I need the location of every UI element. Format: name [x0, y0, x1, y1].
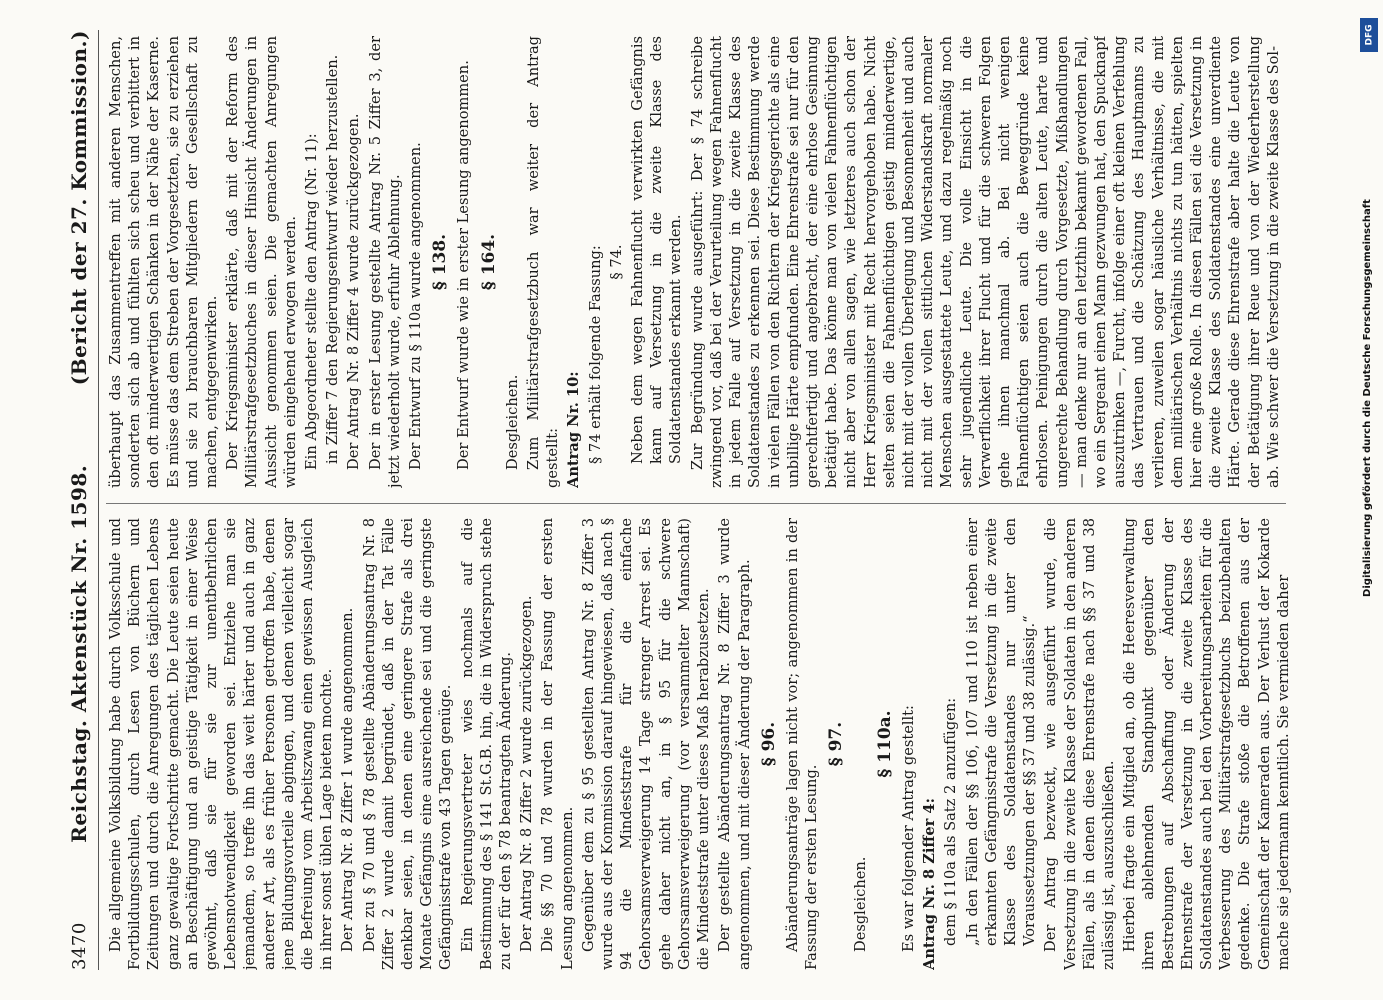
paragraph: Zum Militärstrafgesetzbuch war weiter der Antrag gestellt:	[525, 36, 562, 488]
motion-label: Antrag Nr. 8 Ziffer 4:	[921, 798, 939, 970]
paragraph: § 74 erhält folgende Fassung:	[586, 245, 604, 464]
left-text-column	[106, 518, 1296, 970]
right-text-column	[106, 36, 1296, 488]
paragraph: Der Antrag Nr. 8 Ziffer 4 wurde zurückgezogen.	[345, 113, 363, 470]
paragraph: Gegenüber dem zu § 95 gestellten Antrag Nr. 8 Ziffer 3 wurde aus der Kommission darauf hingewiesen, daß nach § 94 die Mindeststrafe für die einfache Gehorsamsverweigerung 14 Tage strenger Arrest sei. Es gehe daher nicht an, in § 95 für die schwere Gehorsamsverweigerung (vor versammelter Mannschaft) die Mindeststrafe unter dieses Maß herabzusetzen.	[579, 518, 713, 970]
paragraph: Desgleichen.	[503, 374, 521, 470]
paragraph: Abänderungsanträge lagen nicht vor; angenommen in der Fassung der ersten Lesung.	[783, 518, 821, 970]
paragraph: Ein Regierungsvertreter wies nochmals auf die Bestimmung des § 141 St.G.B. hin, die in Widerspruch stehe zu der für den § 78 beantragten Änderung.	[458, 518, 515, 970]
dfg-logo-text: DFG	[1364, 24, 1375, 46]
left-header-title: Reichstag. Aktenstück Nr. 1598.	[67, 464, 91, 843]
paragraph: Der Antrag Nr. 8 Ziffer 2 wurde zurückgezogen.	[518, 595, 536, 952]
page-header	[60, 30, 99, 970]
paragraph: Der gestellte Abänderungsantrag Nr. 8 Ziffer 3 wurde angenommen, und mit dieser Änderung der Paragraph.	[716, 518, 753, 970]
paragraph: Es war folgender Antrag gestellt:	[899, 705, 917, 952]
paragraph: Der Antrag Nr. 8 Ziffer 1 wurde angenommen.	[339, 607, 357, 952]
paragraph: Desgleichen.	[851, 856, 869, 952]
motion-label: Antrag Nr. 10:	[565, 371, 583, 488]
section-heading: § 138.	[430, 233, 451, 291]
paragraph: Zur Begründung wurde ausgeführt: Der § 74 schreibe zwingend vor, daß bei der Verurteilung wegen Fahnenflucht in jedem Falle auf Versetzung in die zweite Klasse des Soldatenstandes zu erkennen sei. Diese Bestimmung werde in vielen Fällen von den Richtern der Kriegsgerichte als eine unbillige Härte empfunden. Eine Ehrenstrafe sei nur für den gerechtfertigt und angebracht, der eine ehrlose Gesinnung betätigt habe. Das könne man von vielen Fahnenflüchtigen nicht aber von allen sagen, wie letzteres auch schon der Herr Kriegsminister mit Recht hervorgehoben habe. Nicht selten seien die Fahnenflüchtigen geistig minderwertige, nicht mit der vollen Überlegung und Besonnenheit und auch nicht mit der vollen sittlichen Widerstandskraft normaler Menschen ausgestattete Leute, und dazu regelmäßig noch sehr jugendliche Leute. Die volle Einsicht in die Verwerflichkeit ihrer Flucht und für die schweren Folgen gehe ihnen manchmal ab. Bei nicht wenigen Fahnenflüchtigen seien auch die Beweggründe keine ehrlosen. Peinigungen durch die alten Leute, harte und ungerechte Behandlung durch Vorgesetzte, Mißhandlungen — man denke nur an den letzthin bekannt gewordenen Fall, wo ein Sergeant einen Mann gezwungen hat, den Spucknapf auszutrinken —, Furcht, infolge einer oft kleinen Verfehlung das Vertrauen und die Schätzung des Hauptmanns zu verlieren, zuweilen sogar häusliche Verhältnisse, die mit dem militärischen Verhältnis nichts zu tun hätten, spielten hier eine große Rolle. In diesen Fällen sei die Versetzung in die zweite Klasse des Soldatenstandes eine unverdiente Härte. Gerade diese Ehrenstrafe aber halte die Leute von der Betätigung ihrer Reue und von der Wiederherstellung ab. Wie schwer die Versetzung in die zweite Klasse des Sol-	[688, 36, 1282, 488]
section-heading: § 96.	[758, 721, 779, 767]
paragraph: überhaupt das Zusammentreffen mit anderen Menschen, sonderten sich ab und fühlten sich scheu und verbittert in den oft minderwertigen Schänken in der Nähe der Kaserne. Es müsse das dem Streben der Vorgesetzten, sie zu erziehen und sie zu brauchbaren Mitgliedern der Gesellschaft zu machen, entgegenwirken.	[107, 36, 221, 488]
paragraph: Der Entwurf zu § 110a wurde angenommen.	[407, 142, 425, 470]
paragraph: Der in erster Lesung gestellte Antrag Nr. 5 Ziffer 3, der jetzt wiederholt wurde, erfuhr Ablehnung.	[366, 36, 403, 488]
dfg-logo	[1360, 18, 1378, 52]
digitization-credit: Digitalisierung gefördert durch die Deutsche Forschungsgemeinschaft	[1362, 199, 1373, 597]
section-subheading: § 74.	[607, 244, 625, 280]
paragraph: Der Entwurf wurde wie in erster Lesung angenommen.	[455, 60, 473, 470]
paragraph: Die §§ 70 und 78 wurden in der Fassung der ersten Lesung angenommen.	[539, 518, 576, 970]
paragraph: Der Antrag bezweckt, wie ausgeführt wurde, die Versetzung in die zweite Klasse der Soldaten in den anderen Fällen, als in denen diese Ehrenstrafe nach §§ 37 und 38 zulässig ist, auszuschließen.	[1042, 518, 1117, 970]
paragraph: in Ziffer 7 den Regierungsentwurf wieder herzustellen.	[324, 54, 342, 464]
section-heading: § 164.	[478, 233, 499, 291]
column-divider	[106, 503, 1286, 504]
paragraph: Hierbei fragte ein Mitglied an, ob die Heeresverwaltung ihren ablehnenden Standpunkt gegenüber den Bestrebungen auf Abschaffung oder Änderung der Ehrenstrafe der Versetzung in die zweite Klasse des Soldatenstandes auch bei den Vorbereitungsarbeiten für die Verbesserung des Militärstrafgesetzbuchs beizubehalten gedenke. Die Strafe stoße die Betroffenen aus der Gemeinschaft der Kameraden aus. Der Verlust der Kokarde mache sie jedermann kenntlich. Sie vermieden daher	[1121, 518, 1292, 970]
paragraph: Ein Abgeordneter stellte den Antrag (Nr. 11):	[303, 133, 321, 470]
rotated-document-page	[60, 30, 1300, 970]
quoted-amendment: „In den Fällen der §§ 106, 107 und 110 ist neben einer erkannten Gefängnisstrafe die Versetzung in die zweite Klasse des Soldatenstandes nur unter den Voraussetzungen der §§ 37 und 38 zulässig.“	[963, 518, 1039, 946]
section-heading: § 110a.	[874, 710, 895, 778]
paragraph: dem § 110a als Satz 2 anzufügen:	[942, 697, 960, 946]
paragraph: Der Kriegsminister erklärte, daß mit der Reform des Militärstrafgesetzbuches in dieser Hinsicht Änderungen in Aussicht genommen seien. Die gemachten Anregungen würden eingehend erwogen werden.	[224, 36, 299, 488]
paragraph: Der zu § 70 und § 78 gestellte Abänderungsantrag Nr. 8 Ziffer 2 wurde damit begründet, daß in der Tat Fälle denkbar seien, in denen eine geringere Strafe als drei Monate Gefängnis eine ausreichende sei und die geringste Gefängnisstrafe von 43 Tagen genüge.	[360, 518, 455, 970]
section-heading: § 97.	[826, 721, 847, 767]
digitization-sidebar	[1360, 10, 1378, 990]
paragraph: Die allgemeine Volksbildung habe durch Volksschule und Fortbildungsschulen, durch Lesen von Büchern und Zeitungen und durch die Anregungen des täglichen Lebens ganz gewaltige Fortschritte gemacht. Die Leute seien heute an Beschäftigung und an geistige Tätigkeit in einer Weise gewöhnt, daß sie für sie zur unentbehrlichen Lebensnotwendigkeit geworden sei. Entziehe man sie jemandem, so treffe ihn das weit härter und auch in ganz anderer Art, als es früher Personen getroffen habe, denen jene Bildungsvorteile abgingen, und denen vielleicht sogar die Befreiung vom Arbeitszwang einen gewissen Ausgleich in ihrer sonst üblen Lage bieten mochte.	[107, 518, 336, 970]
page-number: 3470	[68, 922, 90, 970]
right-header-title: (Bericht der 27. Kommission.)	[67, 30, 91, 386]
paragraph: Neben dem wegen Fahnenflucht verwirkten Gefängnis kann auf Versetzung in die zweite Klasse des Soldatenstandes erkannt werden.	[629, 36, 685, 464]
